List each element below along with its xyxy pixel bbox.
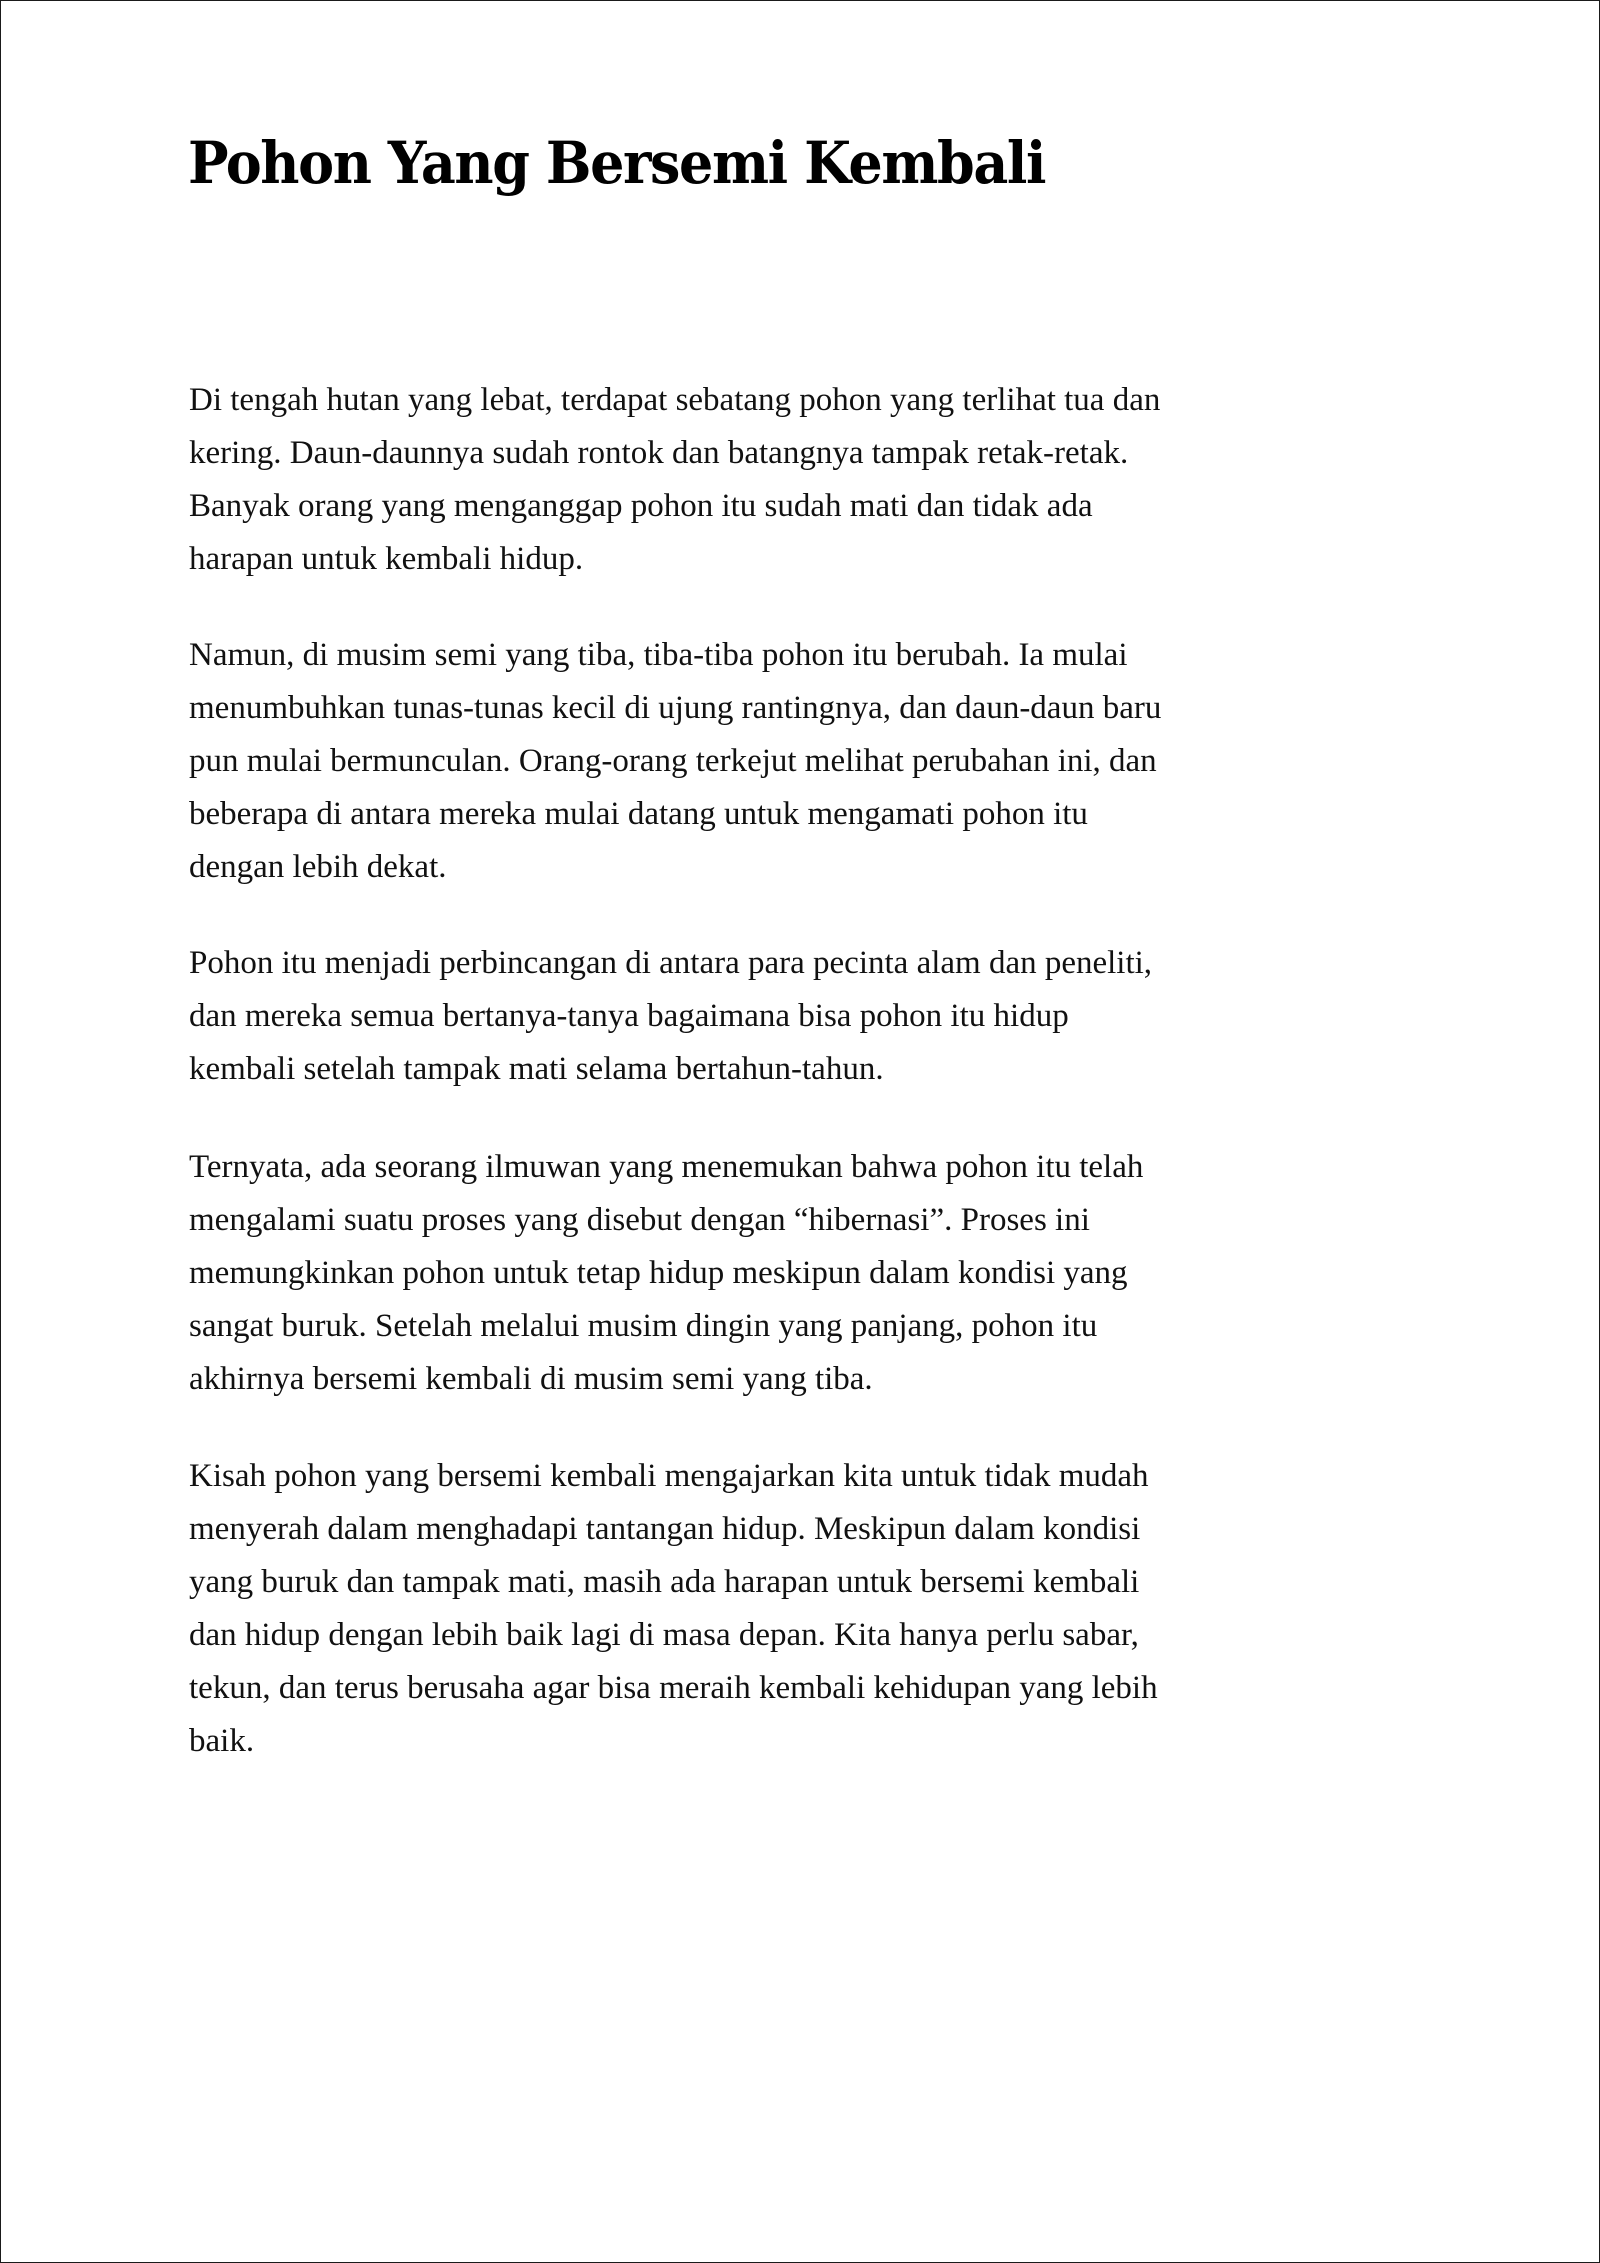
text-line: memungkinkan pohon untuk tetap hidup meskipun dalam kondisi yang <box>189 1255 1128 1291</box>
paragraph-4 <box>189 1141 1143 1406</box>
text-line: menyerah dalam menghadapi tantangan hidup. Meskipun dalam kondisi <box>189 1511 1141 1547</box>
text-line: pun mulai bermunculan. Orang-orang terkejut melihat perubahan ini, dan <box>189 743 1157 779</box>
paragraph-1 <box>189 374 1160 586</box>
text-line: sangat buruk. Setelah melalui musim dingin yang panjang, pohon itu <box>189 1308 1098 1344</box>
text-line: tekun, dan terus berusaha agar bisa meraih kembali kehidupan yang lebih <box>189 1670 1158 1706</box>
text-line: beberapa di antara mereka mulai datang untuk mengamati pohon itu <box>189 796 1088 832</box>
paragraph-5 <box>189 1450 1158 1768</box>
text-line: dengan lebih dekat. <box>189 849 447 885</box>
text-line: akhirnya bersemi kembali di musim semi yang tiba. <box>189 1361 873 1397</box>
paragraph-2 <box>189 629 1161 894</box>
text-line: Ternyata, ada seorang ilmuwan yang menemukan bahwa pohon itu telah <box>189 1149 1144 1185</box>
text-line: kering. Daun-daunnya sudah rontok dan batangnya tampak retak-retak. <box>189 435 1129 471</box>
text-line: baik. <box>189 1723 255 1759</box>
text-line: Kisah pohon yang bersemi kembali mengajarkan kita untuk tidak mudah <box>189 1458 1149 1494</box>
text-line: Pohon itu menjadi perbincangan di antara para pecinta alam dan peneliti, <box>189 945 1153 981</box>
document-title: Pohon Yang Bersemi Kembali <box>188 129 1046 197</box>
text-line: dan mereka semua bertanya-tanya bagaimana bisa pohon itu hidup <box>189 998 1069 1034</box>
text-line: Di tengah hutan yang lebat, terdapat sebatang pohon yang terlihat tua dan <box>189 382 1161 418</box>
text-line: Banyak orang yang menganggap pohon itu sudah mati dan tidak ada <box>189 488 1093 524</box>
text-line: mengalami suatu proses yang disebut dengan “hibernasi”. Proses ini <box>189 1202 1090 1238</box>
text-line: dan hidup dengan lebih baik lagi di masa depan. Kita hanya perlu sabar, <box>189 1617 1139 1653</box>
paragraph-3 <box>189 937 1152 1096</box>
text-line: yang buruk dan tampak mati, masih ada harapan untuk bersemi kembali <box>189 1564 1140 1600</box>
text-line: Namun, di musim semi yang tiba, tiba-tiba pohon itu berubah. Ia mulai <box>189 637 1128 673</box>
text-line: kembali setelah tampak mati selama bertahun-tahun. <box>189 1051 884 1087</box>
text-line: harapan untuk kembali hidup. <box>189 541 584 577</box>
text-line: menumbuhkan tunas-tunas kecil di ujung rantingnya, dan daun-daun baru <box>189 690 1162 726</box>
